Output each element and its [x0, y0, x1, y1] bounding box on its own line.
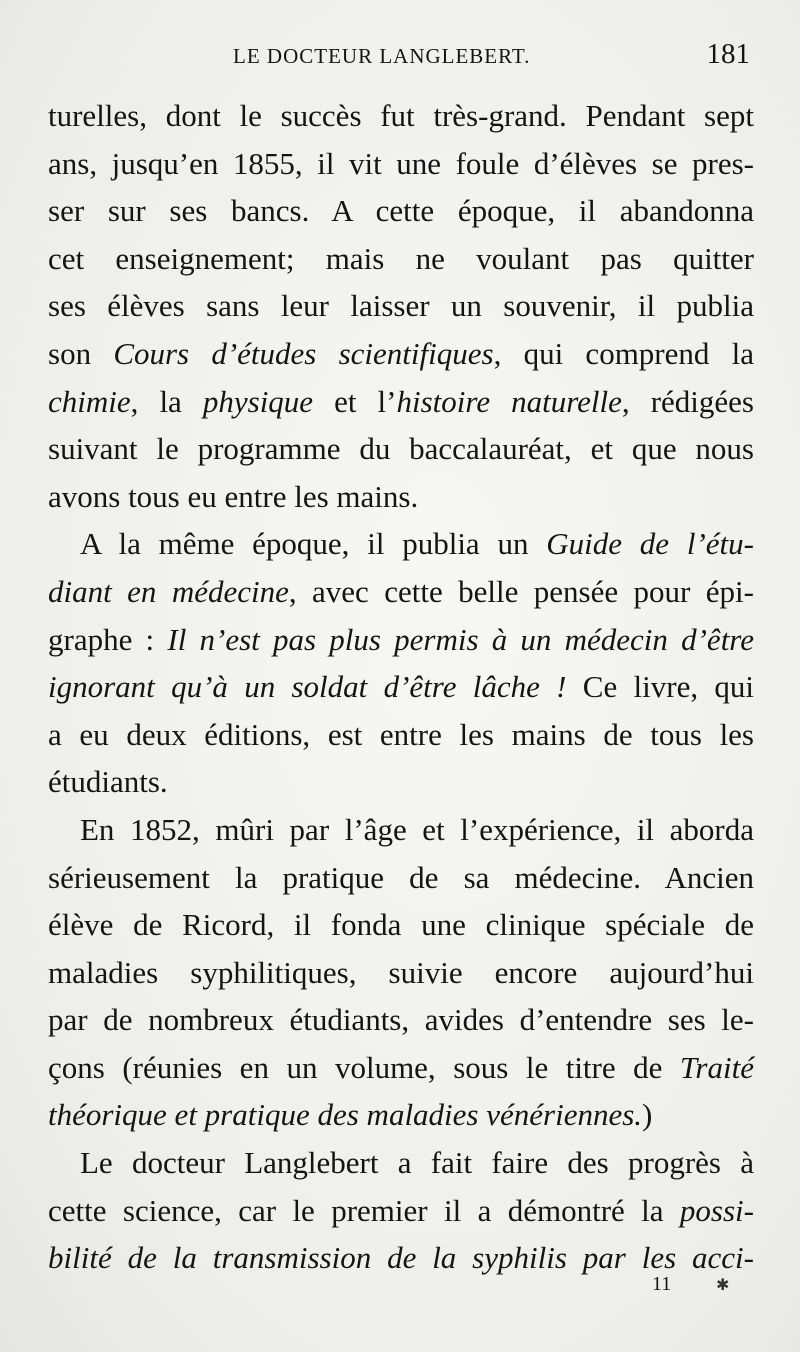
text-segment: En 1852, mûri par l’âge et l’expérience, il aborda — [80, 811, 754, 847]
text-segment: ser sur ses bancs. A cette époque, il abandonna — [48, 193, 754, 229]
text-line — [48, 663, 754, 711]
text-line — [48, 949, 754, 997]
text-segment: a eu deux éditions, est entre les mains de tous les — [48, 716, 754, 752]
text-line — [48, 473, 754, 521]
text-segment: turelles, dont le succès fut très-grand. Pendant sept — [48, 98, 754, 133]
text-line — [48, 187, 754, 235]
italic-text: Cours d’études scientifiques — [113, 335, 494, 371]
text-segment: ans, jusqu’en 1855, il vit une foule d’élèves se pres- — [48, 145, 754, 181]
text-segment: ses élèves sans leur laisser un souvenir, il publia — [48, 288, 754, 324]
text-segment: Ce livre, qui — [566, 669, 754, 705]
text-segment: , rédigées — [621, 383, 754, 419]
text-line — [48, 235, 754, 283]
italic-text: histoire naturelle — [396, 383, 622, 419]
text-line — [48, 616, 754, 664]
text-segment: son — [48, 335, 114, 371]
italic-text: physique — [202, 383, 314, 419]
text-segment: , la — [130, 383, 203, 419]
italic-text: Traité — [679, 1049, 754, 1085]
text-line — [48, 1187, 754, 1235]
text-segment: cet enseignement; mais ne voulant pas quitter — [48, 240, 754, 276]
text-line — [48, 711, 754, 759]
italic-text: chimie — [48, 383, 131, 419]
text-line — [48, 996, 754, 1044]
text-line — [48, 140, 754, 188]
text-segment: Le docteur Langlebert a fait faire des progrès à — [80, 1145, 754, 1181]
text-line — [48, 520, 754, 568]
text-line — [48, 758, 754, 806]
signature-mark: 11 — [652, 1273, 672, 1295]
text-segment: ) — [642, 1097, 653, 1133]
text-segment: graphe : — [48, 621, 168, 657]
italic-text: diant en médecine — [48, 573, 289, 609]
italic-text: Il n’est pas plus permis à un médecin d’être — [167, 621, 754, 657]
page-number: 181 — [706, 38, 750, 70]
text-segment: élève de Ricord, il fonda une clinique spéciale de — [48, 907, 754, 943]
text-segment: sérieusement la pratique de sa médecine. Ancien — [48, 859, 754, 895]
text-segment: cette science, car le premier il a démontré la — [48, 1192, 680, 1228]
text-line — [48, 330, 754, 378]
asterisk-icon: ✱ — [716, 1275, 730, 1294]
text-line — [48, 806, 754, 854]
italic-text: ignorant qu’à un soldat d’être lâche ! — [48, 669, 567, 705]
text-line — [48, 901, 754, 949]
text-line — [48, 1091, 754, 1139]
italic-text: bilité de la transmission de la syphilis par les acci- — [48, 1240, 754, 1276]
text-segment: étudiants. — [48, 764, 168, 800]
text-segment: , qui comprend la — [493, 335, 754, 371]
text-segment: et l’ — [313, 383, 397, 419]
italic-text: théorique et pratique des maladies vénériennes. — [48, 1097, 643, 1133]
text-line — [48, 1139, 754, 1187]
text-line — [48, 568, 754, 616]
text-segment: A la même époque, il publia un — [80, 526, 547, 562]
text-line — [48, 854, 754, 902]
italic-text: Guide de l’étu- — [546, 526, 754, 562]
text-line — [48, 425, 754, 473]
page-footer — [640, 1273, 750, 1303]
text-segment: , avec cette belle pensée pour épi- — [288, 573, 754, 609]
text-segment: maladies syphilitiques, suivie encore aujourd’hui — [48, 954, 754, 990]
page-header — [48, 38, 750, 78]
body-text — [48, 92, 754, 1282]
text-line — [48, 378, 754, 426]
italic-text: possi- — [679, 1192, 754, 1228]
running-title: LE DOCTEUR LANGLEBERT. — [233, 44, 531, 68]
text-line — [48, 1044, 754, 1092]
text-segment: çons (réunies en un volume, sous le titre de — [48, 1049, 680, 1085]
text-segment: par de nombreux étudiants, avides d’entendre ses le- — [48, 1002, 754, 1038]
text-line — [48, 282, 754, 330]
text-segment: avons tous eu entre les mains. — [48, 478, 419, 514]
text-segment: suivant le programme du baccalauréat, et que nous — [48, 431, 754, 467]
text-line — [48, 92, 754, 140]
